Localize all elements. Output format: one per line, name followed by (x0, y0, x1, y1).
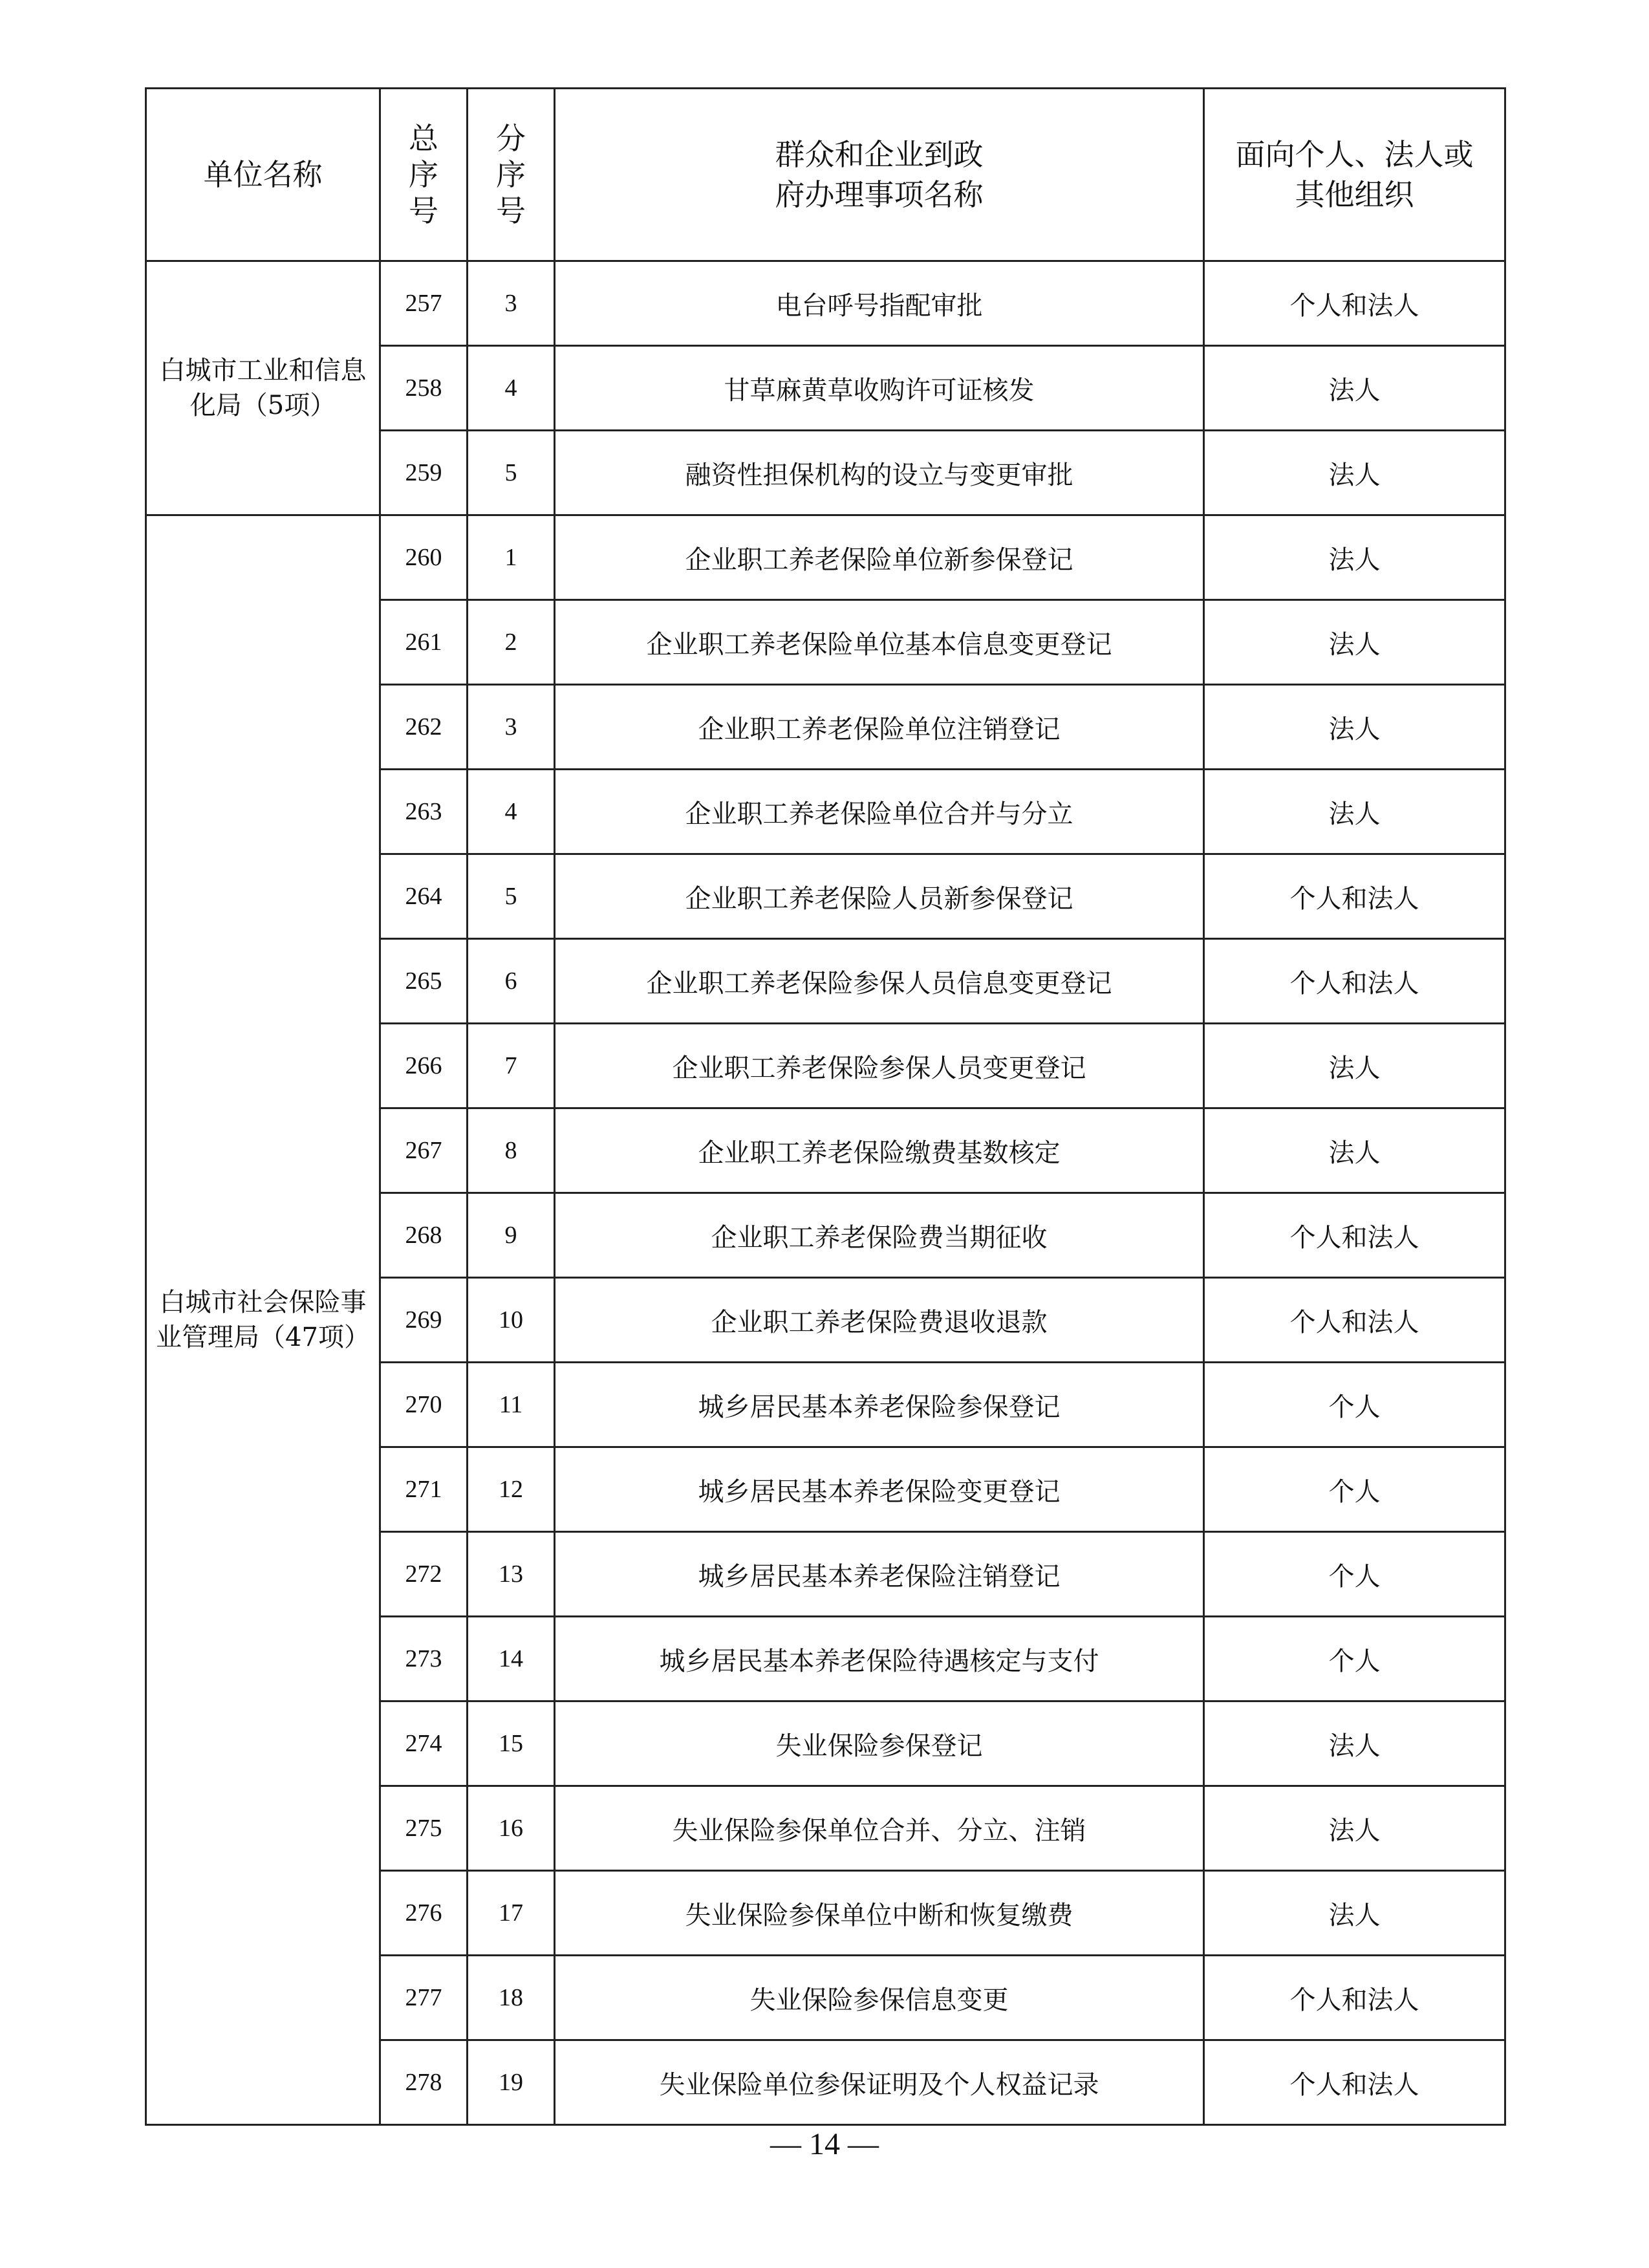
target-cell: 个人和法人 (1204, 2040, 1505, 2125)
target-cell: 法人 (1204, 1108, 1505, 1193)
sub-no-cell: 4 (468, 346, 555, 431)
sub-no-cell: 3 (468, 261, 555, 346)
sub-no-cell: 18 (468, 1956, 555, 2040)
sub-no-cell: 5 (468, 431, 555, 515)
item-name-cell: 城乡居民基本养老保险待遇核定与支付 (555, 1617, 1204, 1701)
total-no-cell: 276 (380, 1871, 468, 1956)
item-name-cell: 失业保险参保单位合并、分立、注销 (555, 1786, 1204, 1871)
total-no-cell: 262 (380, 685, 468, 770)
sub-no-cell: 15 (468, 1701, 555, 1786)
target-cell: 个人 (1204, 1363, 1505, 1447)
sub-no-cell: 11 (468, 1363, 555, 1447)
page-number: — 14 — (770, 2127, 879, 2161)
item-name-cell: 企业职工养老保险单位基本信息变更登记 (555, 600, 1204, 685)
total-no-cell: 260 (380, 515, 468, 600)
unit-name-social-insurance: 白城市社会保险事 业管理局（47项） (156, 1288, 370, 1352)
table-header-row (146, 89, 1505, 261)
header-item-name (555, 89, 1204, 261)
total-no-cell: 266 (380, 1024, 468, 1108)
item-name-cell: 失业保险参保登记 (555, 1701, 1204, 1786)
total-no-cell: 265 (380, 939, 468, 1024)
total-no-cell: 271 (380, 1447, 468, 1532)
header-sub-no-text: 分 序 号 (496, 121, 526, 228)
item-name-cell: 融资性担保机构的设立与变更审批 (555, 431, 1204, 515)
target-cell: 法人 (1204, 1786, 1505, 1871)
item-name-cell: 企业职工养老保险参保人员变更登记 (555, 1024, 1204, 1108)
target-cell: 个人和法人 (1204, 939, 1505, 1024)
item-name-cell: 企业职工养老保险单位新参保登记 (555, 515, 1204, 600)
header-unit: 单位名称 (146, 89, 380, 261)
target-cell: 个人和法人 (1204, 261, 1505, 346)
item-name-cell: 失业保险参保单位中断和恢复缴费 (555, 1871, 1204, 1956)
total-no-cell: 257 (380, 261, 468, 346)
total-no-cell: 272 (380, 1532, 468, 1617)
unit-cell-social-insurance (146, 515, 380, 2125)
sub-no-cell: 14 (468, 1617, 555, 1701)
target-cell: 法人 (1204, 1701, 1505, 1786)
item-name-cell: 企业职工养老保险费退收退款 (555, 1278, 1204, 1363)
sub-no-cell: 10 (468, 1278, 555, 1363)
sub-no-cell: 17 (468, 1871, 555, 1956)
item-name-cell: 企业职工养老保险参保人员信息变更登记 (555, 939, 1204, 1024)
sub-no-cell: 1 (468, 515, 555, 600)
total-no-cell: 268 (380, 1193, 468, 1278)
sub-no-cell: 12 (468, 1447, 555, 1532)
header-total-no-text: 总 序 号 (409, 121, 438, 228)
unit-name-industry: 白城市工业和信息 化局（5项） (159, 356, 367, 420)
target-cell: 个人 (1204, 1532, 1505, 1617)
sub-no-cell: 13 (468, 1532, 555, 1617)
header-target (1204, 89, 1505, 261)
item-name-cell: 企业职工养老保险费当期征收 (555, 1193, 1204, 1278)
sub-no-cell: 4 (468, 770, 555, 854)
sub-no-cell: 2 (468, 600, 555, 685)
total-no-cell: 273 (380, 1617, 468, 1701)
item-name-cell: 城乡居民基本养老保险注销登记 (555, 1532, 1204, 1617)
target-cell: 法人 (1204, 1024, 1505, 1108)
table-row (146, 515, 1505, 600)
target-cell: 个人 (1204, 1447, 1505, 1532)
target-cell: 法人 (1204, 685, 1505, 770)
total-no-cell: 270 (380, 1363, 468, 1447)
total-no-cell: 269 (380, 1278, 468, 1363)
target-cell: 个人 (1204, 1617, 1505, 1701)
target-cell: 法人 (1204, 346, 1505, 431)
total-no-cell: 267 (380, 1108, 468, 1193)
target-cell: 法人 (1204, 770, 1505, 854)
sub-no-cell: 7 (468, 1024, 555, 1108)
sub-no-cell: 6 (468, 939, 555, 1024)
item-name-cell: 城乡居民基本养老保险参保登记 (555, 1363, 1204, 1447)
target-cell: 个人和法人 (1204, 1956, 1505, 2040)
header-sub-no (468, 89, 555, 261)
item-name-cell: 企业职工养老保险缴费基数核定 (555, 1108, 1204, 1193)
sub-no-cell: 3 (468, 685, 555, 770)
matters-table (145, 87, 1506, 2126)
item-name-cell: 企业职工养老保险人员新参保登记 (555, 854, 1204, 939)
total-no-cell: 277 (380, 1956, 468, 2040)
target-cell: 个人和法人 (1204, 1278, 1505, 1363)
total-no-cell: 258 (380, 346, 468, 431)
sub-no-cell: 8 (468, 1108, 555, 1193)
item-name-cell: 城乡居民基本养老保险变更登记 (555, 1447, 1204, 1532)
sub-no-cell: 9 (468, 1193, 555, 1278)
item-name-cell: 失业保险单位参保证明及个人权益记录 (555, 2040, 1204, 2125)
target-cell: 个人和法人 (1204, 854, 1505, 939)
sub-no-cell: 5 (468, 854, 555, 939)
item-name-cell: 电台呼号指配审批 (555, 261, 1204, 346)
unit-cell-industry (146, 261, 380, 515)
target-cell: 法人 (1204, 515, 1505, 600)
item-name-cell: 失业保险参保信息变更 (555, 1956, 1204, 2040)
total-no-cell: 264 (380, 854, 468, 939)
total-no-cell: 274 (380, 1701, 468, 1786)
item-name-cell: 甘草麻黄草收购许可证核发 (555, 346, 1204, 431)
sub-no-cell: 19 (468, 2040, 555, 2125)
total-no-cell: 275 (380, 1786, 468, 1871)
total-no-cell: 259 (380, 431, 468, 515)
sub-no-cell: 16 (468, 1786, 555, 1871)
target-cell: 个人和法人 (1204, 1193, 1505, 1278)
total-no-cell: 278 (380, 2040, 468, 2125)
header-total-no (380, 89, 468, 261)
total-no-cell: 261 (380, 600, 468, 685)
item-name-cell: 企业职工养老保险单位注销登记 (555, 685, 1204, 770)
target-cell: 法人 (1204, 1871, 1505, 1956)
table-row (146, 261, 1505, 346)
total-no-cell: 263 (380, 770, 468, 854)
target-cell: 法人 (1204, 600, 1505, 685)
header-target-text: 面向个人、法人或 其他组织 (1235, 137, 1474, 212)
item-name-cell: 企业职工养老保险单位合并与分立 (555, 770, 1204, 854)
header-item-name-text: 群众和企业到政 府办理事项名称 (775, 137, 984, 212)
target-cell: 法人 (1204, 431, 1505, 515)
